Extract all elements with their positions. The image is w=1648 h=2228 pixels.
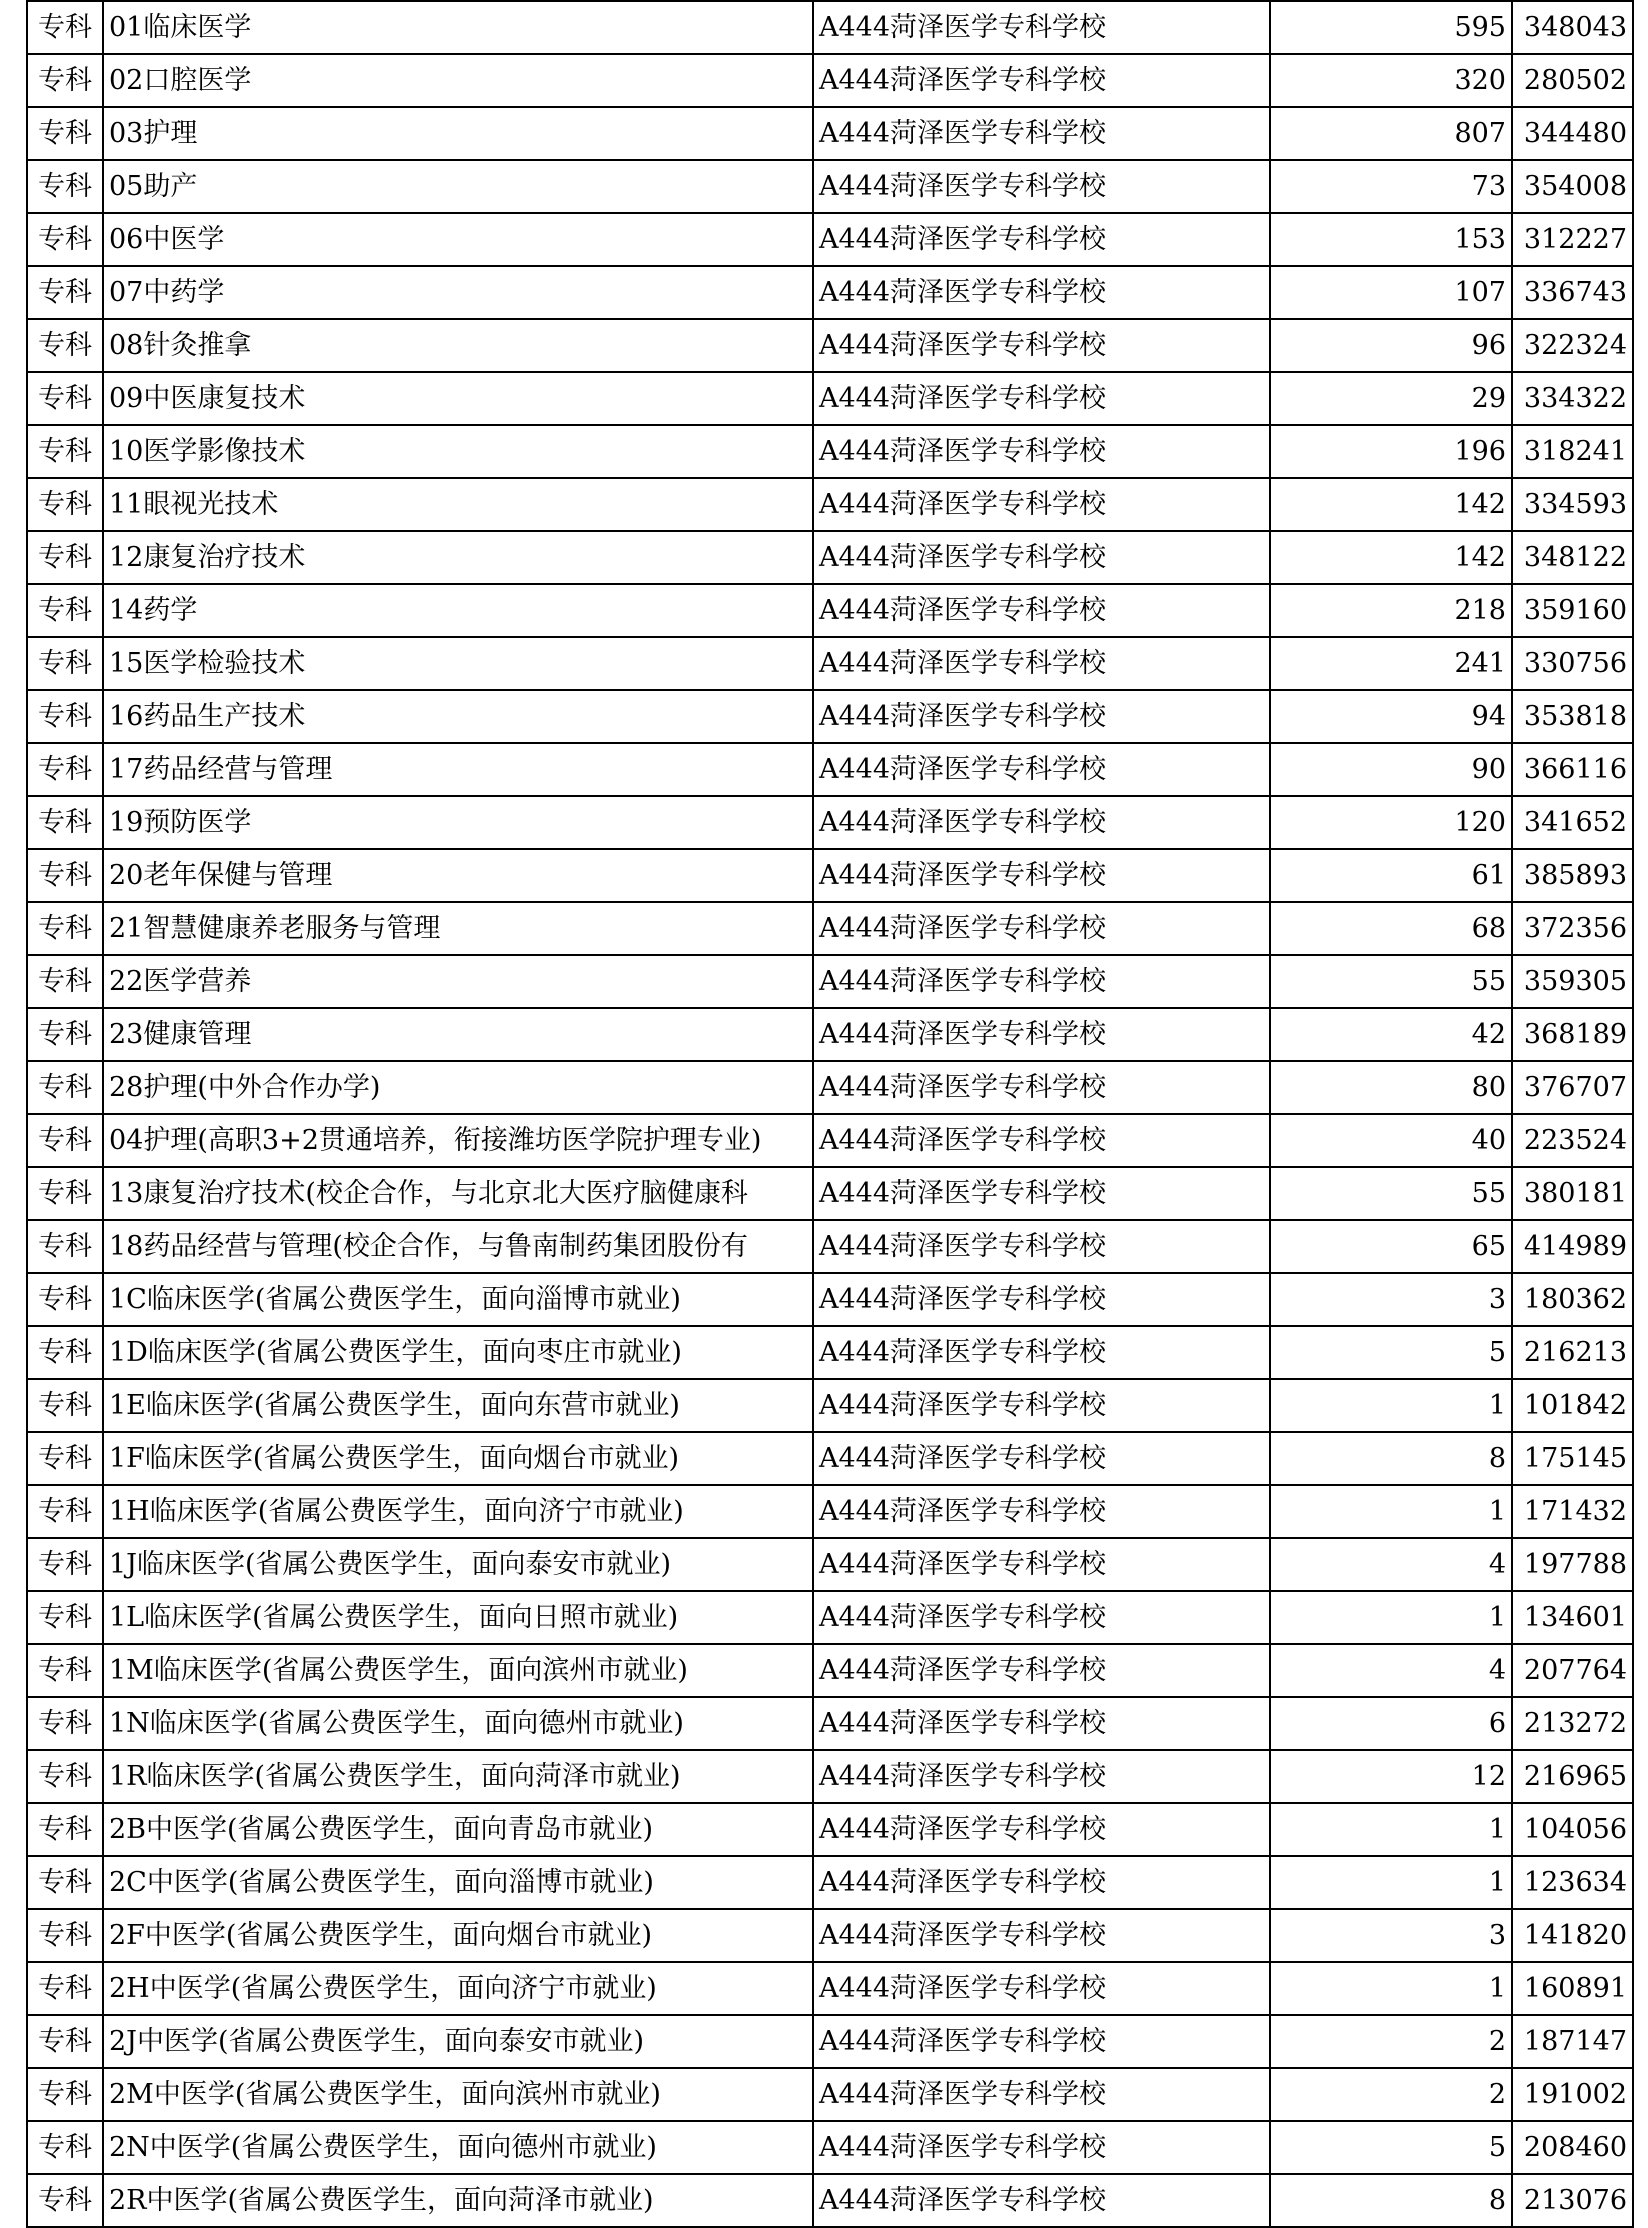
cell-count: 8	[1270, 1432, 1512, 1485]
cell-major: 01临床医学	[103, 1, 813, 54]
cell-level: 专科	[27, 1379, 103, 1432]
cell-count: 3	[1270, 1909, 1512, 1962]
table-row	[27, 1326, 1633, 1379]
cell-rank: 318241	[1512, 425, 1633, 478]
cell-rank: 344480	[1512, 107, 1633, 160]
cell-school: A444菏泽医学专科学校	[813, 849, 1270, 902]
cell-count: 142	[1270, 478, 1512, 531]
cell-major: 28护理(中外合作办学)	[103, 1061, 813, 1114]
cell-level: 专科	[27, 372, 103, 425]
cell-count: 120	[1270, 796, 1512, 849]
cell-count: 6	[1270, 1697, 1512, 1750]
cell-major: 2H中医学(省属公费医学生，面向济宁市就业)	[103, 1962, 813, 2015]
cell-count: 2	[1270, 2015, 1512, 2068]
cell-major: 2B中医学(省属公费医学生，面向青岛市就业)	[103, 1803, 813, 1856]
cell-level: 专科	[27, 743, 103, 796]
cell-major: 16药品生产技术	[103, 690, 813, 743]
cell-school: A444菏泽医学专科学校	[813, 1273, 1270, 1326]
cell-school: A444菏泽医学专科学校	[813, 1114, 1270, 1167]
cell-level: 专科	[27, 1167, 103, 1220]
cell-major: 2J中医学(省属公费医学生，面向泰安市就业)	[103, 2015, 813, 2068]
cell-major: 2C中医学(省属公费医学生，面向淄博市就业)	[103, 1856, 813, 1909]
cell-major: 09中医康复技术	[103, 372, 813, 425]
cell-level: 专科	[27, 1644, 103, 1697]
cell-school: A444菏泽医学专科学校	[813, 1167, 1270, 1220]
cell-rank: 134601	[1512, 1591, 1633, 1644]
cell-school: A444菏泽医学专科学校	[813, 1061, 1270, 1114]
cell-count: 153	[1270, 213, 1512, 266]
cell-count: 29	[1270, 372, 1512, 425]
cell-major: 1D临床医学(省属公费医学生，面向枣庄市就业)	[103, 1326, 813, 1379]
cell-level: 专科	[27, 1114, 103, 1167]
cell-school: A444菏泽医学专科学校	[813, 796, 1270, 849]
cell-major: 1H临床医学(省属公费医学生，面向济宁市就业)	[103, 1485, 813, 1538]
table-row	[27, 213, 1633, 266]
cell-rank: 330756	[1512, 637, 1633, 690]
cell-major: 2F中医学(省属公费医学生，面向烟台市就业)	[103, 1909, 813, 1962]
table-row	[27, 1962, 1633, 2015]
cell-rank: 385893	[1512, 849, 1633, 902]
cell-level: 专科	[27, 213, 103, 266]
cell-major: 18药品经营与管理(校企合作，与鲁南制药集团股份有	[103, 1220, 813, 1273]
cell-school: A444菏泽医学专科学校	[813, 1697, 1270, 1750]
cell-school: A444菏泽医学专科学校	[813, 1591, 1270, 1644]
cell-count: 40	[1270, 1114, 1512, 1167]
cell-rank: 322324	[1512, 319, 1633, 372]
cell-major: 1E临床医学(省属公费医学生，面向东营市就业)	[103, 1379, 813, 1432]
cell-rank: 216213	[1512, 1326, 1633, 1379]
cell-level: 专科	[27, 1, 103, 54]
cell-rank: 334322	[1512, 372, 1633, 425]
table-row	[27, 1856, 1633, 1909]
cell-school: A444菏泽医学专科学校	[813, 2174, 1270, 2227]
cell-level: 专科	[27, 160, 103, 213]
cell-school: A444菏泽医学专科学校	[813, 1538, 1270, 1591]
cell-school: A444菏泽医学专科学校	[813, 2015, 1270, 2068]
table-row	[27, 2174, 1633, 2227]
table-row	[27, 2015, 1633, 2068]
table-row	[27, 1591, 1633, 1644]
cell-major: 02口腔医学	[103, 54, 813, 107]
cell-level: 专科	[27, 107, 103, 160]
cell-school: A444菏泽医学专科学校	[813, 1803, 1270, 1856]
cell-level: 专科	[27, 531, 103, 584]
cell-rank: 414989	[1512, 1220, 1633, 1273]
cell-level: 专科	[27, 849, 103, 902]
cell-rank: 160891	[1512, 1962, 1633, 2015]
cell-level: 专科	[27, 1485, 103, 1538]
cell-level: 专科	[27, 955, 103, 1008]
table-row	[27, 1644, 1633, 1697]
cell-school: A444菏泽医学专科学校	[813, 1379, 1270, 1432]
table-row	[27, 1803, 1633, 1856]
cell-count: 65	[1270, 1220, 1512, 1273]
cell-count: 1	[1270, 1485, 1512, 1538]
cell-major: 1N临床医学(省属公费医学生，面向德州市就业)	[103, 1697, 813, 1750]
cell-school: A444菏泽医学专科学校	[813, 637, 1270, 690]
cell-count: 94	[1270, 690, 1512, 743]
table-row	[27, 2121, 1633, 2174]
cell-count: 196	[1270, 425, 1512, 478]
cell-major: 17药品经营与管理	[103, 743, 813, 796]
cell-count: 96	[1270, 319, 1512, 372]
cell-level: 专科	[27, 1697, 103, 1750]
table-row	[27, 690, 1633, 743]
cell-major: 03护理	[103, 107, 813, 160]
cell-level: 专科	[27, 1008, 103, 1061]
table-row	[27, 1114, 1633, 1167]
cell-level: 专科	[27, 425, 103, 478]
cell-count: 73	[1270, 160, 1512, 213]
cell-school: A444菏泽医学专科学校	[813, 266, 1270, 319]
table-row	[27, 902, 1633, 955]
cell-rank: 191002	[1512, 2068, 1633, 2121]
cell-count: 1	[1270, 1591, 1512, 1644]
cell-count: 8	[1270, 2174, 1512, 2227]
cell-major: 2N中医学(省属公费医学生，面向德州市就业)	[103, 2121, 813, 2174]
cell-rank: 187147	[1512, 2015, 1633, 2068]
table-row	[27, 849, 1633, 902]
cell-school: A444菏泽医学专科学校	[813, 690, 1270, 743]
cell-rank: 171432	[1512, 1485, 1633, 1538]
cell-rank: 223524	[1512, 1114, 1633, 1167]
cell-count: 1	[1270, 1962, 1512, 2015]
cell-level: 专科	[27, 1273, 103, 1326]
cell-count: 1	[1270, 1803, 1512, 1856]
cell-major: 11眼视光技术	[103, 478, 813, 531]
cell-school: A444菏泽医学专科学校	[813, 2121, 1270, 2174]
cell-major: 08针灸推拿	[103, 319, 813, 372]
cell-major: 22医学营养	[103, 955, 813, 1008]
cell-school: A444菏泽医学专科学校	[813, 1008, 1270, 1061]
cell-school: A444菏泽医学专科学校	[813, 1750, 1270, 1803]
cell-school: A444菏泽医学专科学校	[813, 160, 1270, 213]
cell-major: 19预防医学	[103, 796, 813, 849]
cell-rank: 197788	[1512, 1538, 1633, 1591]
table-row	[27, 319, 1633, 372]
cell-major: 23健康管理	[103, 1008, 813, 1061]
table-row	[27, 478, 1633, 531]
cell-count: 5	[1270, 2121, 1512, 2174]
cell-major: 13康复治疗技术(校企合作，与北京北大医疗脑健康科	[103, 1167, 813, 1220]
cell-major: 05助产	[103, 160, 813, 213]
cell-level: 专科	[27, 2174, 103, 2227]
cell-level: 专科	[27, 2068, 103, 2121]
cell-major: 1F临床医学(省属公费医学生，面向烟台市就业)	[103, 1432, 813, 1485]
cell-school: A444菏泽医学专科学校	[813, 1220, 1270, 1273]
cell-school: A444菏泽医学专科学校	[813, 1909, 1270, 1962]
cell-rank: 101842	[1512, 1379, 1633, 1432]
table-row	[27, 54, 1633, 107]
table-row	[27, 1220, 1633, 1273]
table-row	[27, 1379, 1633, 1432]
cell-level: 专科	[27, 1326, 103, 1379]
cell-school: A444菏泽医学专科学校	[813, 902, 1270, 955]
cell-level: 专科	[27, 1061, 103, 1114]
table-row	[27, 743, 1633, 796]
cell-rank: 141820	[1512, 1909, 1633, 1962]
table-row	[27, 107, 1633, 160]
cell-rank: 368189	[1512, 1008, 1633, 1061]
cell-count: 1	[1270, 1379, 1512, 1432]
cell-count: 4	[1270, 1538, 1512, 1591]
cell-major: 04护理(高职3+2贯通培养，衔接潍坊医学院护理专业)	[103, 1114, 813, 1167]
cell-count: 90	[1270, 743, 1512, 796]
cell-count: 55	[1270, 1167, 1512, 1220]
cell-level: 专科	[27, 1856, 103, 1909]
cell-count: 42	[1270, 1008, 1512, 1061]
cell-rank: 353818	[1512, 690, 1633, 743]
cell-count: 55	[1270, 955, 1512, 1008]
table-row	[27, 160, 1633, 213]
cell-count: 3	[1270, 1273, 1512, 1326]
cell-level: 专科	[27, 637, 103, 690]
cell-level: 专科	[27, 902, 103, 955]
cell-major: 12康复治疗技术	[103, 531, 813, 584]
table-body	[27, 1, 1633, 2227]
cell-rank: 213272	[1512, 1697, 1633, 1750]
table-row	[27, 531, 1633, 584]
cell-rank: 336743	[1512, 266, 1633, 319]
cell-school: A444菏泽医学专科学校	[813, 1856, 1270, 1909]
cell-school: A444菏泽医学专科学校	[813, 1432, 1270, 1485]
cell-count: 61	[1270, 849, 1512, 902]
cell-level: 专科	[27, 1591, 103, 1644]
cell-school: A444菏泽医学专科学校	[813, 531, 1270, 584]
cell-rank: 359160	[1512, 584, 1633, 637]
cell-count: 142	[1270, 531, 1512, 584]
cell-school: A444菏泽医学专科学校	[813, 584, 1270, 637]
cell-school: A444菏泽医学专科学校	[813, 2068, 1270, 2121]
cell-rank: 359305	[1512, 955, 1633, 1008]
cell-rank: 366116	[1512, 743, 1633, 796]
cell-level: 专科	[27, 1432, 103, 1485]
cell-count: 12	[1270, 1750, 1512, 1803]
cell-rank: 341652	[1512, 796, 1633, 849]
cell-rank: 208460	[1512, 2121, 1633, 2174]
cell-rank: 180362	[1512, 1273, 1633, 1326]
cell-level: 专科	[27, 1909, 103, 1962]
table-row	[27, 1061, 1633, 1114]
cell-school: A444菏泽医学专科学校	[813, 1, 1270, 54]
cell-major: 1J临床医学(省属公费医学生，面向泰安市就业)	[103, 1538, 813, 1591]
cell-rank: 216965	[1512, 1750, 1633, 1803]
table-row	[27, 1008, 1633, 1061]
cell-school: A444菏泽医学专科学校	[813, 955, 1270, 1008]
cell-major: 20老年保健与管理	[103, 849, 813, 902]
cell-major: 1R临床医学(省属公费医学生，面向菏泽市就业)	[103, 1750, 813, 1803]
cell-major: 06中医学	[103, 213, 813, 266]
cell-major: 10医学影像技术	[103, 425, 813, 478]
cell-rank: 348043	[1512, 1, 1633, 54]
cell-major: 2M中医学(省属公费医学生，面向滨州市就业)	[103, 2068, 813, 2121]
cell-rank: 376707	[1512, 1061, 1633, 1114]
cell-rank: 348122	[1512, 531, 1633, 584]
cell-major: 07中药学	[103, 266, 813, 319]
table-row	[27, 955, 1633, 1008]
cell-count: 5	[1270, 1326, 1512, 1379]
cell-level: 专科	[27, 266, 103, 319]
cell-rank: 334593	[1512, 478, 1633, 531]
cell-school: A444菏泽医学专科学校	[813, 478, 1270, 531]
cell-count: 107	[1270, 266, 1512, 319]
cell-level: 专科	[27, 796, 103, 849]
cell-rank: 175145	[1512, 1432, 1633, 1485]
cell-rank: 213076	[1512, 2174, 1633, 2227]
cell-level: 专科	[27, 584, 103, 637]
cell-school: A444菏泽医学专科学校	[813, 1644, 1270, 1697]
cell-count: 68	[1270, 902, 1512, 955]
table-row	[27, 1909, 1633, 1962]
cell-level: 专科	[27, 1962, 103, 2015]
table-row	[27, 266, 1633, 319]
cell-school: A444菏泽医学专科学校	[813, 107, 1270, 160]
cell-major: 21智慧健康养老服务与管理	[103, 902, 813, 955]
cell-rank: 372356	[1512, 902, 1633, 955]
cell-level: 专科	[27, 690, 103, 743]
cell-major: 14药学	[103, 584, 813, 637]
cell-rank: 207764	[1512, 1644, 1633, 1697]
cell-school: A444菏泽医学专科学校	[813, 372, 1270, 425]
cell-level: 专科	[27, 1538, 103, 1591]
table-row	[27, 796, 1633, 849]
cell-count: 1	[1270, 1856, 1512, 1909]
cell-rank: 380181	[1512, 1167, 1633, 1220]
cell-major: 15医学检验技术	[103, 637, 813, 690]
cell-count: 4	[1270, 1644, 1512, 1697]
table-row	[27, 1538, 1633, 1591]
table-row	[27, 1167, 1633, 1220]
cell-level: 专科	[27, 2015, 103, 2068]
cell-count: 80	[1270, 1061, 1512, 1114]
cell-major: 1M临床医学(省属公费医学生，面向滨州市就业)	[103, 1644, 813, 1697]
cell-school: A444菏泽医学专科学校	[813, 54, 1270, 107]
cell-level: 专科	[27, 478, 103, 531]
cell-level: 专科	[27, 1220, 103, 1273]
cell-count: 241	[1270, 637, 1512, 690]
table-row	[27, 1485, 1633, 1538]
cell-count: 218	[1270, 584, 1512, 637]
cell-level: 专科	[27, 54, 103, 107]
cell-rank: 104056	[1512, 1803, 1633, 1856]
cell-major: 1L临床医学(省属公费医学生，面向日照市就业)	[103, 1591, 813, 1644]
cell-school: A444菏泽医学专科学校	[813, 319, 1270, 372]
cell-count: 320	[1270, 54, 1512, 107]
cell-school: A444菏泽医学专科学校	[813, 743, 1270, 796]
cell-rank: 312227	[1512, 213, 1633, 266]
table-row	[27, 1273, 1633, 1326]
table-row	[27, 372, 1633, 425]
table-row	[27, 584, 1633, 637]
cell-level: 专科	[27, 1750, 103, 1803]
cell-school: A444菏泽医学专科学校	[813, 1326, 1270, 1379]
table-row	[27, 1432, 1633, 1485]
cell-school: A444菏泽医学专科学校	[813, 1962, 1270, 2015]
cell-major: 1C临床医学(省属公费医学生，面向淄博市就业)	[103, 1273, 813, 1326]
cell-school: A444菏泽医学专科学校	[813, 213, 1270, 266]
table-row	[27, 637, 1633, 690]
cell-level: 专科	[27, 2121, 103, 2174]
table-row	[27, 425, 1633, 478]
table-row	[27, 1697, 1633, 1750]
table-row	[27, 2068, 1633, 2121]
cell-level: 专科	[27, 319, 103, 372]
cell-count: 595	[1270, 1, 1512, 54]
cell-school: A444菏泽医学专科学校	[813, 425, 1270, 478]
table-row	[27, 1750, 1633, 1803]
cell-school: A444菏泽医学专科学校	[813, 1485, 1270, 1538]
cell-level: 专科	[27, 1803, 103, 1856]
cell-rank: 354008	[1512, 160, 1633, 213]
cell-count: 2	[1270, 2068, 1512, 2121]
cell-rank: 280502	[1512, 54, 1633, 107]
table-row	[27, 1, 1633, 54]
cell-count: 807	[1270, 107, 1512, 160]
admission-table	[26, 0, 1634, 2228]
cell-major: 2R中医学(省属公费医学生，面向菏泽市就业)	[103, 2174, 813, 2227]
cell-rank: 123634	[1512, 1856, 1633, 1909]
